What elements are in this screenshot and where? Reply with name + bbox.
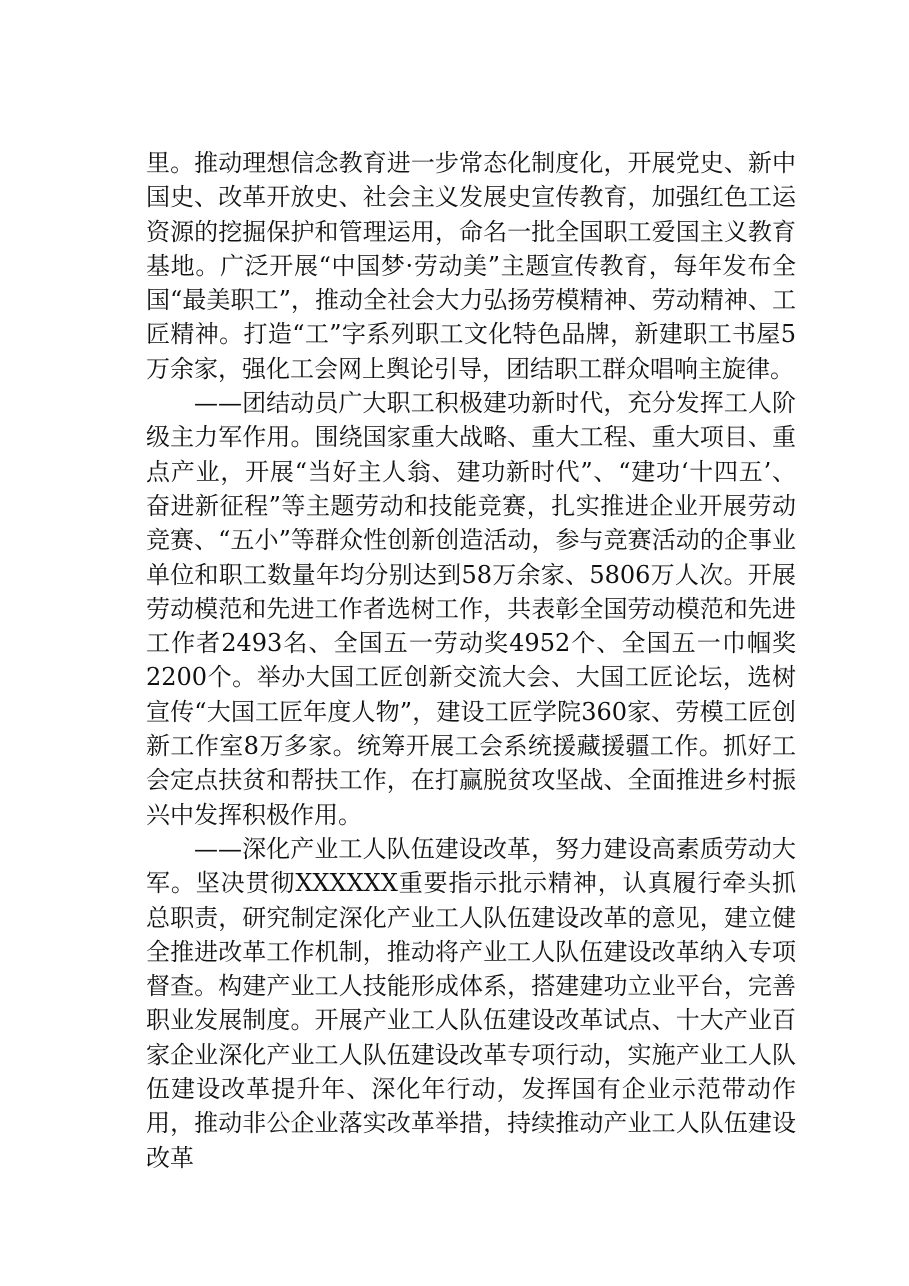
paragraph-1: 里。推动理想信念教育进一步常态化制度化，开展党史、新中国史、改革开放史、社会主义发展史宣传教育，加强红色工运资源的挖掘保护和管理运用，命名一批全国职工爱国主义教育基地。广泛开展“中国梦·劳动美”主题宣传教育，每年发布全国“最美职工”，推动全社会大力弘扬劳模精神、劳动精神、工匠精神。打造“工”字系列职工文化特色品牌，新建职工书屋5万余家，强化工会网上舆论引导，团结职工群众唱响主旋律。 [146, 149, 796, 383]
paragraph-3: ——深化产业工人队伍建设改革，努力建设高素质劳动大军。坚决贯彻XXXXXX重要指示批示精神，认真履行牵头抓总职责，研究制定深化产业工人队伍建设改革的意见，建立健全推进改革工作机制，推动将产业工人队伍建设改革纳入专项督查。构建产业工人技能形成体系，搭建建功立业平台，完善职业发展制度。开展产业工人队伍建设改革试点、十大产业百家企业深化产业工人队伍建设改革专项行动，实施产业工人队伍建设改革提升年、深化年行动，发挥国有企业示范带动作用，推动非公企业落实改革举措，持续推动产业工人队伍建设改革 [146, 834, 796, 1172]
paragraph-2: ——团结动员广大职工积极建功新时代，充分发挥工人阶级主力军作用。围绕国家重大战略、重大工程、重大项目、重点产业，开展“当好主人翁、建功新时代”、“建功‘十四五’、奋进新征程”等主题劳动和技能竞赛，扎实推进企业开展劳动竞赛、“五小”等群众性创新创造活动，参与竞赛活动的企事业单位和职工数量年均分别达到58万余家、5806万人次。开展劳动模范和先进工作者选树工作，共表彰全国劳动模范和先进工作者2493名、全国五一劳动奖4952个、全国五一巾帼奖2200个。举办大国工匠创新交流大会、大国工匠论坛，选树宣传“大国工匠年度人物”，建设工匠学院360家、劳模工匠创新工作室8万多家。统筹开展工会系统援藏援疆工作。抓好工会定点扶贫和帮扶工作，在打赢脱贫攻坚战、全面推进乡村振兴中发挥积极作用。 [146, 389, 796, 829]
document-body [146, 146, 796, 1175]
